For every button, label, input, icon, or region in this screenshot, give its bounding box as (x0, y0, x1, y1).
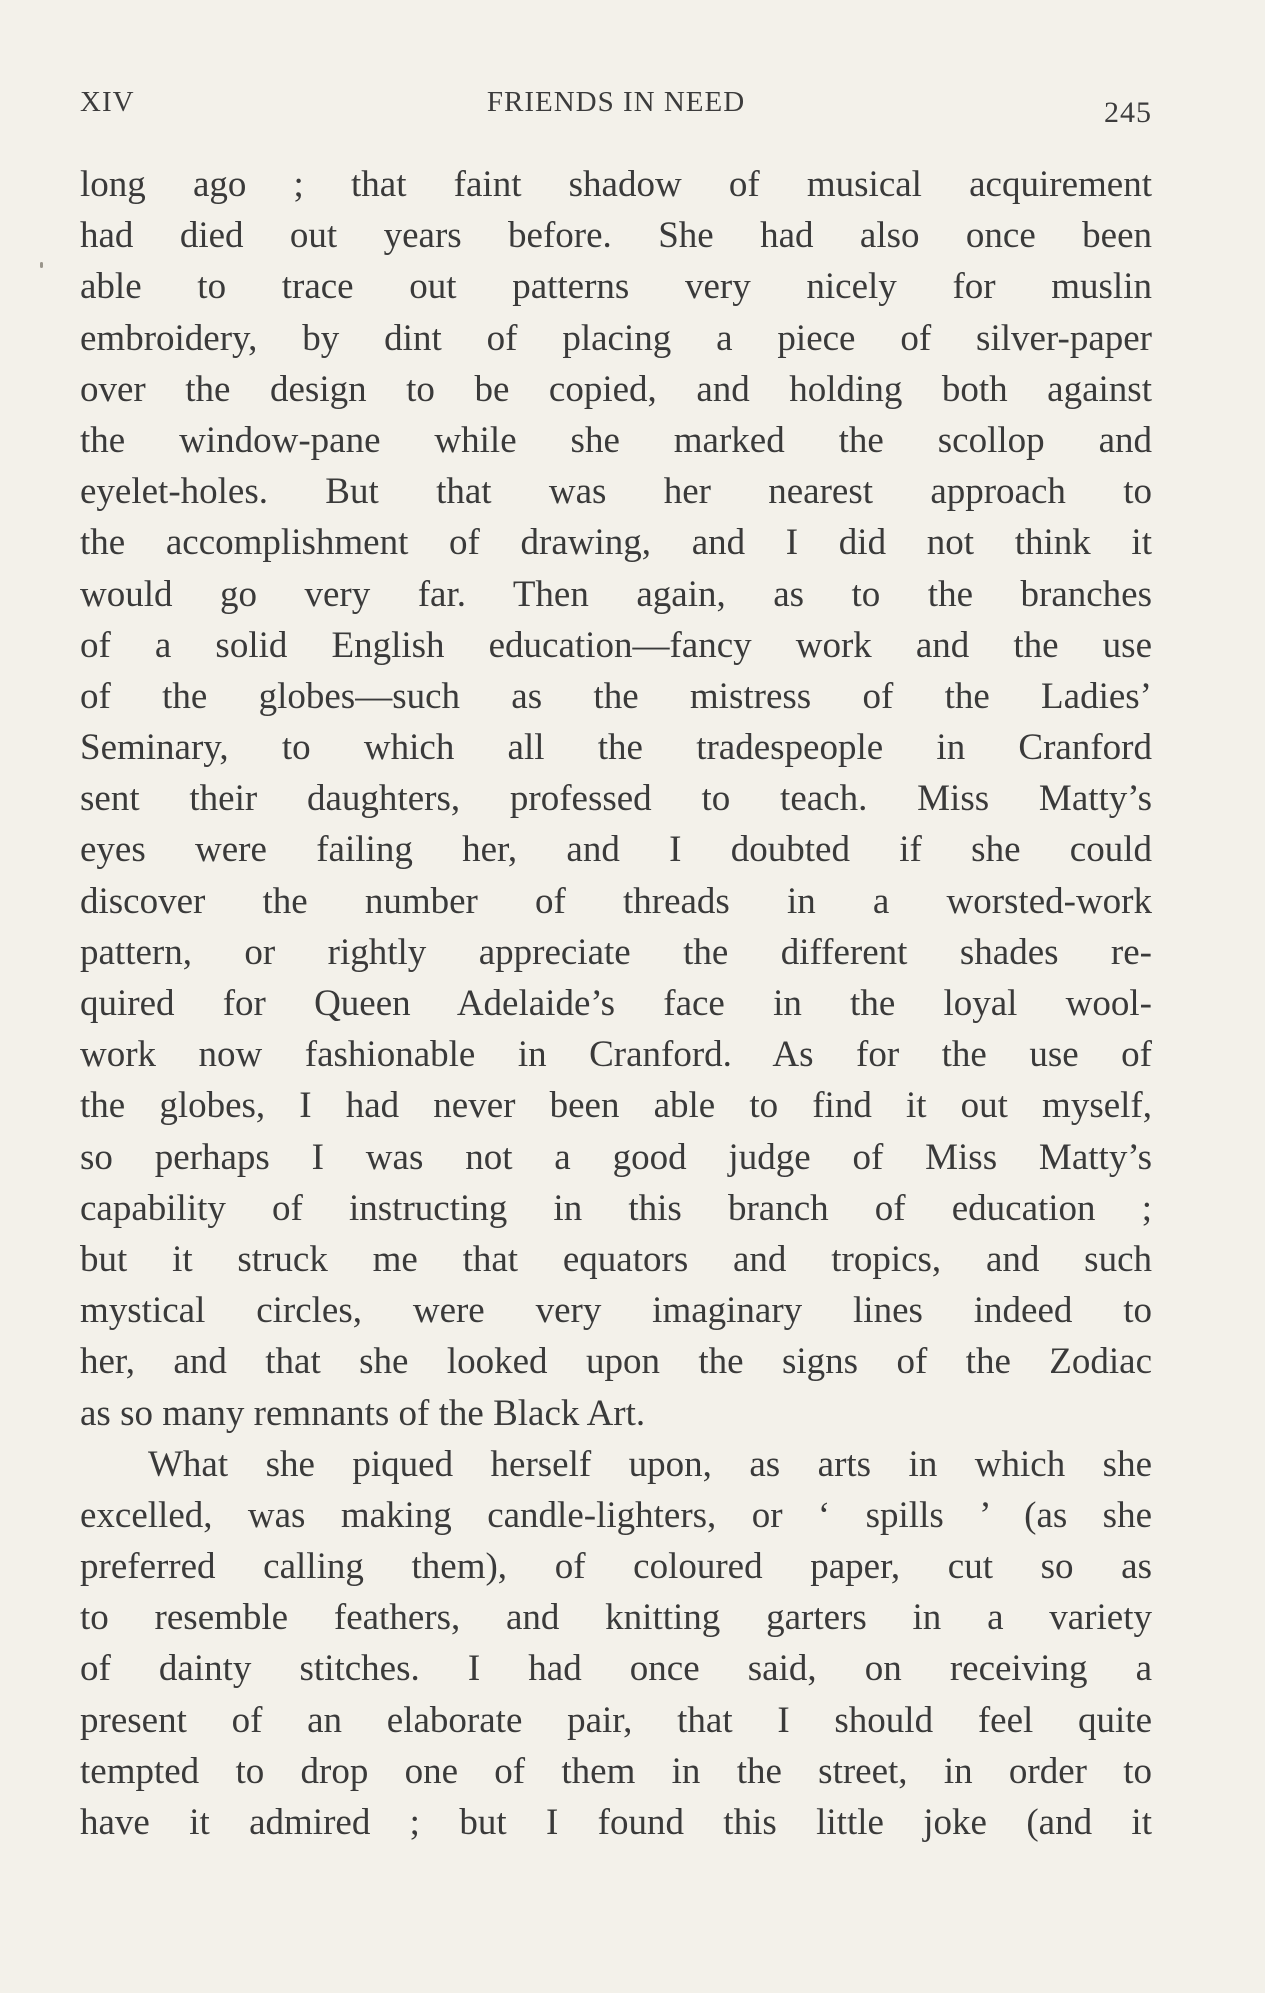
text-line: have it admired ; but I found this little joke (and it (80, 1802, 1152, 1843)
text-line: eyes were failing her, and I doubted if she could (80, 829, 1152, 871)
text-line: of the globes—such as the mistress of the Ladies’ (80, 675, 1152, 717)
text-line: mystical circles, were very imaginary lines indeed to (80, 1290, 1152, 1332)
text-line: sent their daughters, professed to teach. Miss Matty’s (80, 778, 1152, 820)
text-line: had died out years before. She had also once been (80, 215, 1152, 257)
text-line: the globes, I had never been able to find it out myself, (80, 1085, 1152, 1127)
text-line: but it struck me that equators and tropics, and such (80, 1238, 1152, 1280)
text-line: to resemble feathers, and knitting garters in a variety (80, 1597, 1152, 1639)
text-line: work now fashionable in Cranford. As for the use of (80, 1034, 1152, 1076)
text-line: would go very far. Then again, as to the branches (80, 573, 1152, 615)
text-line: capability of instructing in this branch of education ; (80, 1187, 1152, 1229)
text-line: of a solid English education—fancy work and the use (80, 624, 1152, 666)
text-line: present of an elaborate pair, that I should feel quite (80, 1699, 1152, 1741)
text-line: her, and that she looked upon the signs of the Zodiac (80, 1341, 1152, 1383)
page-number: 245 (1104, 96, 1152, 129)
paragraph-end-line: as so many remnants of the Black Art. (80, 1392, 646, 1434)
text-line: long ago ; that faint shadow of musical acquirement (80, 164, 1152, 205)
text-line: tempted to drop one of them in the street, in order to (80, 1750, 1152, 1792)
text-line: of dainty stitches. I had once said, on receiving a (80, 1648, 1152, 1690)
paper-speck (40, 262, 43, 268)
running-head (80, 82, 1152, 129)
text-line: able to trace out patterns very nicely for muslin (80, 266, 1152, 308)
chapter-title: FRIENDS IN NEED (486, 86, 746, 118)
text-line: over the design to be copied, and holding both against (80, 368, 1152, 410)
text-line: quired for Queen Adelaide’s face in the loyal wool- (80, 983, 1152, 1024)
text-line: excelled, was making candle-lighters, or ‘ spills ’ (as she (80, 1494, 1152, 1536)
chapter-number: XIV (80, 86, 135, 118)
text-line: preferred calling them), of coloured paper, cut so as (80, 1546, 1152, 1588)
body-text (80, 159, 1152, 1848)
text-line: so perhaps I was not a good judge of Miss Matty’s (80, 1136, 1152, 1178)
paragraph-start-line: What she piqued herself upon, as arts in which she (148, 1443, 1152, 1485)
text-line: eyelet-holes. But that was her nearest approach to (80, 471, 1152, 513)
text-line: pattern, or rightly appreciate the different shades re- (80, 931, 1152, 973)
text-line: the accomplishment of drawing, and I did not think it (80, 522, 1152, 564)
text-line: embroidery, by dint of placing a piece of silver-paper (80, 317, 1152, 359)
text-line: discover the number of threads in a worsted-work (80, 880, 1152, 922)
text-line: the window-pane while she marked the scollop and (80, 419, 1152, 461)
text-line: Seminary, to which all the tradespeople in Cranford (80, 727, 1152, 769)
